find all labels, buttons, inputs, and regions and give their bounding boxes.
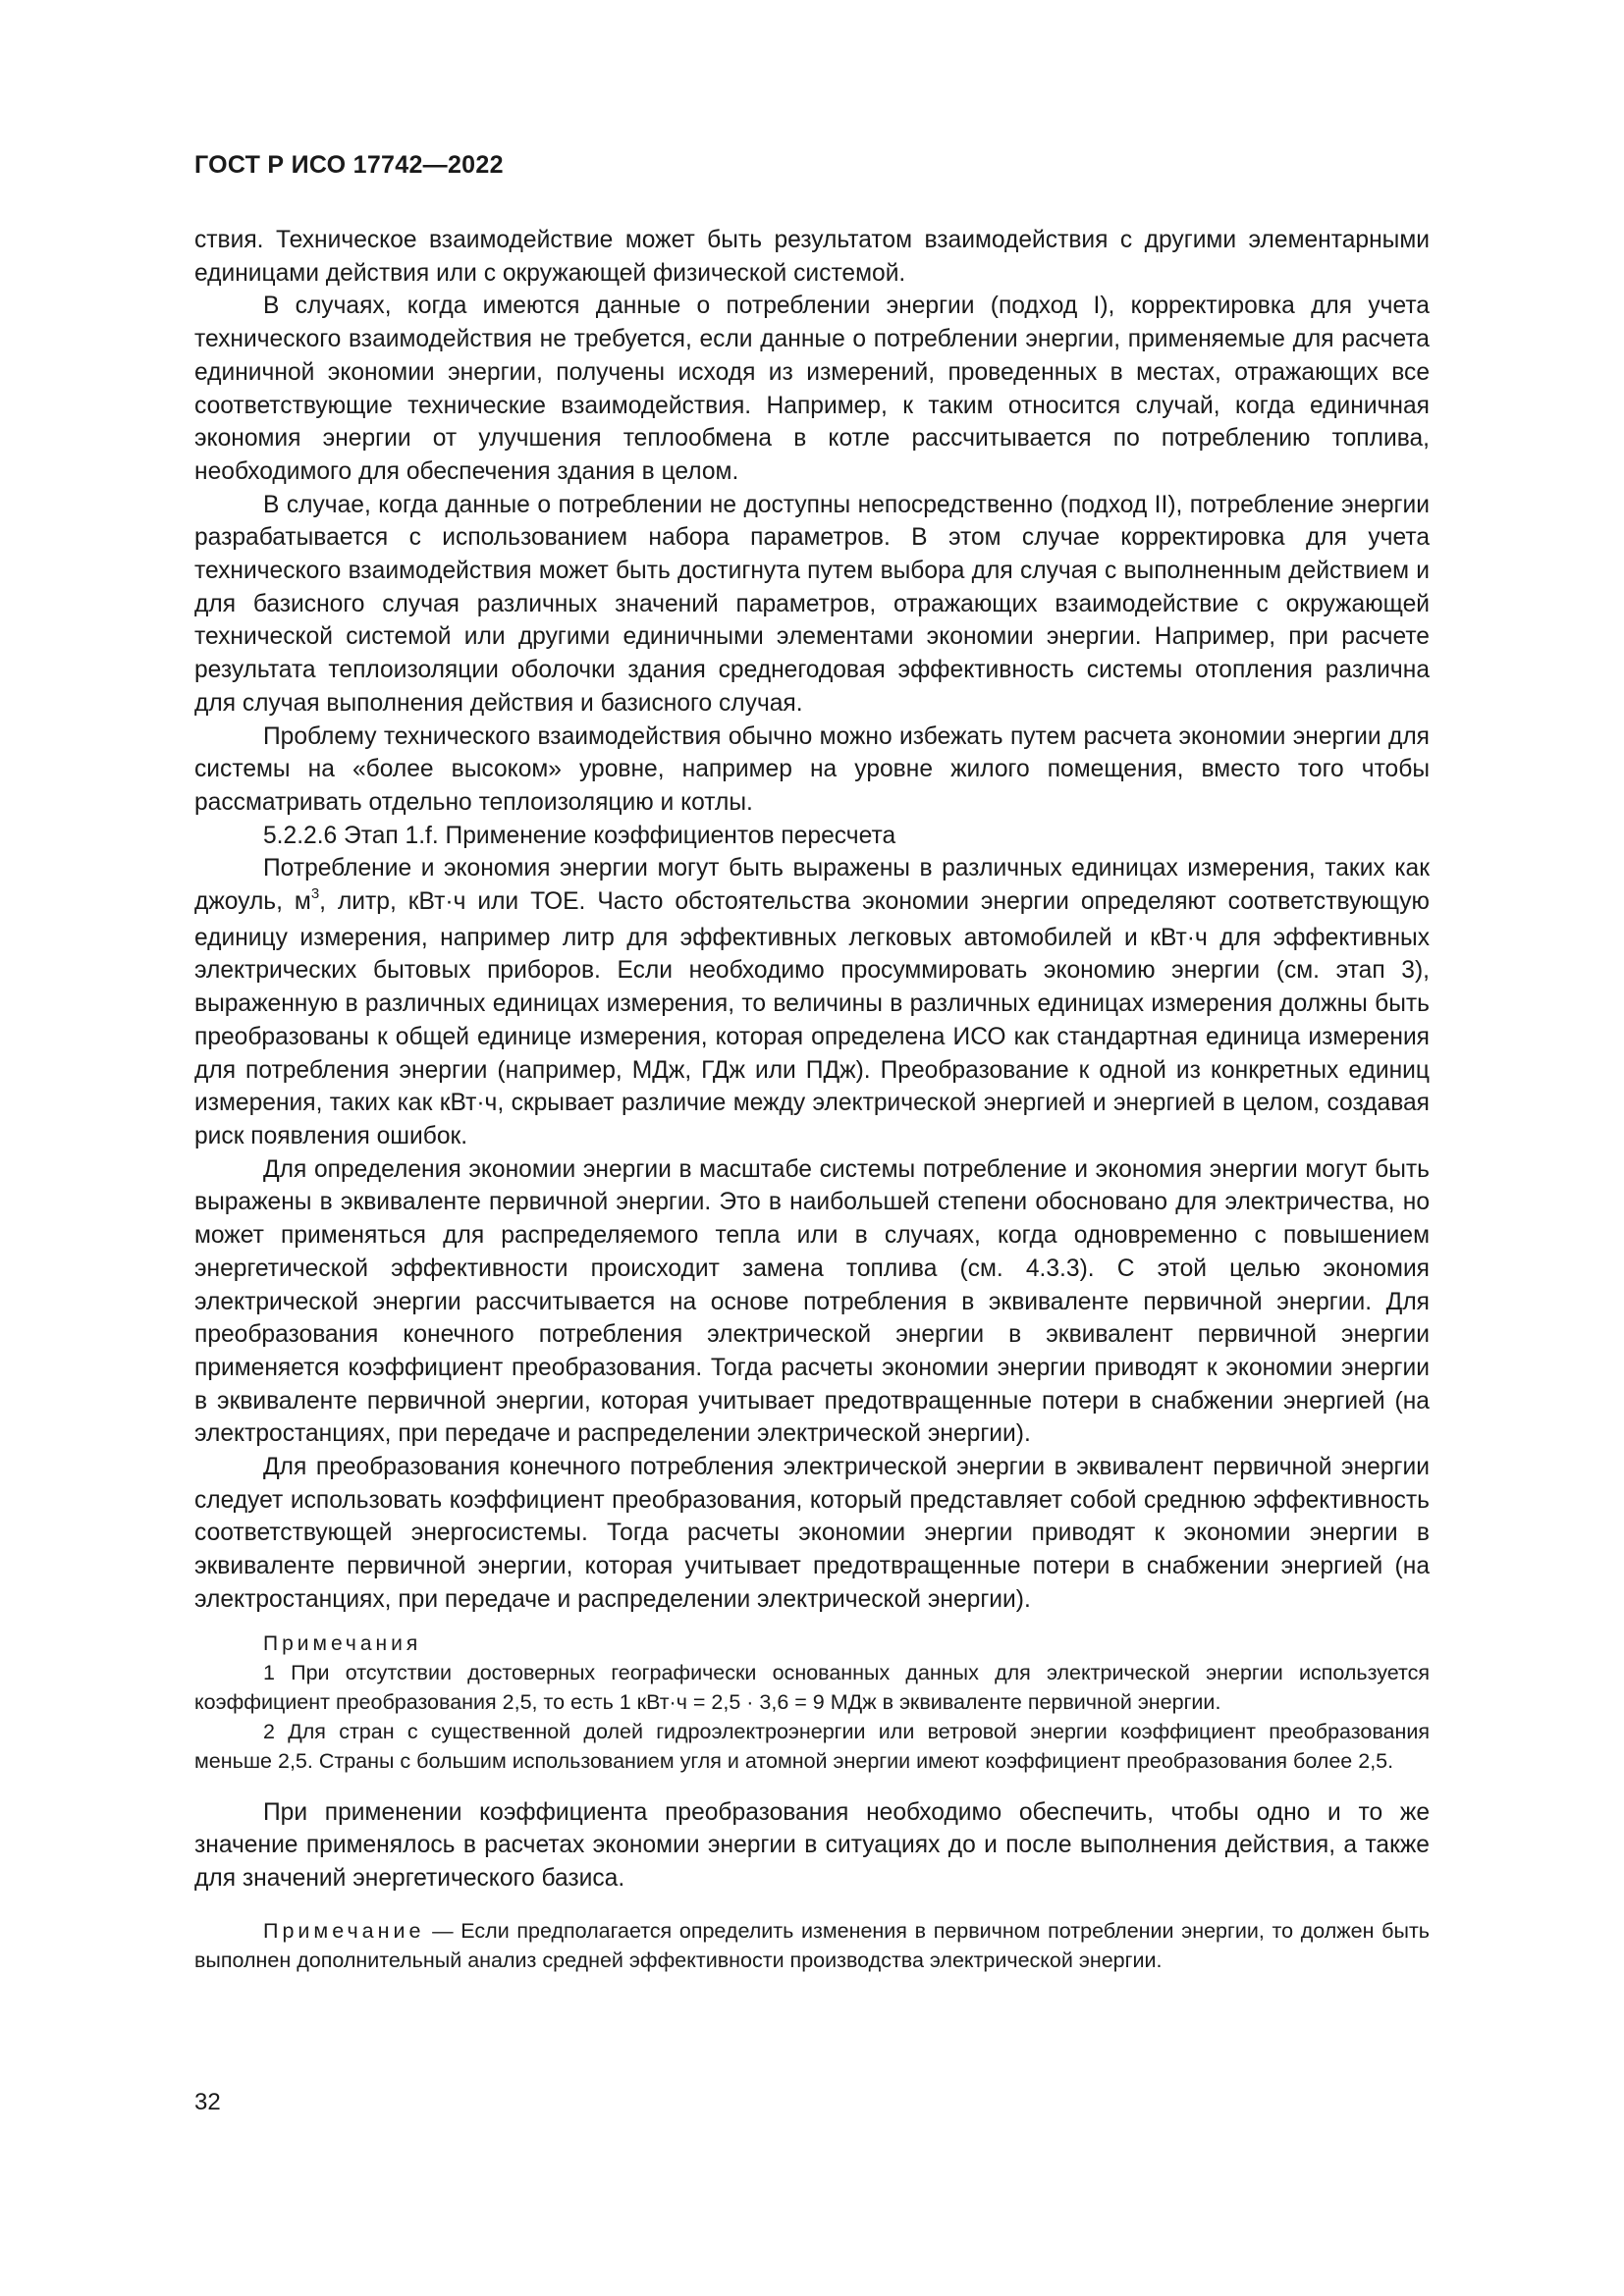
notes-label: Примечания (263, 1631, 422, 1655)
note-2: 2 Для стран с существенной долей гидроэлектроэнергии или ветровой энергии коэффициент преобразования меньше 2,5. Страны с большим использованием угля и атомной энергии имеют коэффициент преобразования более 2,5. (194, 1719, 1430, 1773)
superscript-3: 3 (310, 885, 320, 903)
paragraph-2: В случаях, когда имеются данные о потреблении энергии (подход I), корректировка для учета технического взаимодействия не требуется, если данные о потреблении энергии, применяемые для расчета единичной экономии энергии, получены исходя из измерений, проведенных в местах, отражающих все соответствующие технические взаимодействия. Например, к таким относится случай, когда единичная экономия энергии от улучшения теплообмена в котле рассчитывается по потреблению топлива, необходимого для обеспечения здания в целом. (194, 293, 1430, 485)
final-note-label: Примечание (263, 1918, 425, 1943)
page-number: 32 (194, 2089, 221, 2115)
paragraph-conversion: Для преобразования конечного потребления электрической энергии в эквивалент первичной энергии следует использовать коэффициент преобразования, который представляет собой среднюю эффективность соответствующей энергосистемы. Тогда расчеты экономии энергии приводят к экономии энергии в эквиваленте первичной энергии, которая учитывает предотвращенные потери в снабжении энергией (на электростанциях, при передаче и распределении электрической энергии). (194, 1454, 1430, 1613)
paragraph-units-part-a: Потребление и экономия энергии могут быть выражены в различных единицах измерения, таких как джоуль, м (194, 855, 1430, 916)
paragraph-3: В случае, когда данные о потреблении не доступны непосредственно (подход II), потребление энергии разрабатывается с использованием набора параметров. В этом случае корректировка для учета технического взаимодействия может быть достигнута путем выбора для случая с выполненным действием и для базисного случая различных значений параметров, отражающих взаимодействие с окружающей технической системой или другими единичными элементами экономии энергии. Например, при расчете результата теплоизоляции оболочки здания среднегодовая эффективность системы отопления различна для случая выполнения действия и базисного случая. (194, 491, 1430, 717)
note-1: 1 При отсутствии достоверных географически основанных данных для электрической энергии используется коэффициент преобразования 2,5, то есть 1 кВт·ч = 2,5 · 3,6 = 9 МДж в эквиваленте первичной энергии. (194, 1660, 1430, 1714)
final-note (194, 1916, 1430, 1975)
paragraph-units-part-b: , литр, кВт·ч или ТОЕ. Часто обстоятельства экономии энергии определяют соответствующую единицу измерения, например литр для эффективных легковых автомобилей и кВт·ч для эффективных электрических бытовых приборов. Если необходимо просуммировать экономию энергии (см. этап 3), выраженную в различных единицах измерения, то величины в различных единицах измерения должны быть преобразованы к общей единице измерения, которая определена ИСО как стандартная единица измерения для потребления энергии (например, МДж, ГДж или ПДж). Преобразование к одной из конкретных единиц измерения, таких как кВт·ч, скрывает различие между электрической энергией и энергией в целом, создавая риск появления ошибок. (194, 888, 1430, 1149)
paragraph-primary-energy: Для определения экономии энергии в масштабе системы потребление и экономия энергии могут быть выражены в эквиваленте первичной энергии. Это в наибольшей степени обосновано для электричества, но может применяться для распределяемого тепла или в случаях, когда одновременно с повышением энергетической эффективности происходит замена топлива (см. 4.3.3). С этой целью экономия электрической энергии рассчитывается на основе потребления в эквиваленте первичной энергии. Для преобразования конечного потребления электрической энергии в эквивалент первичной энергии применяется коэффициент преобразования. Тогда расчеты экономии энергии приводят к экономии энергии в эквиваленте первичной энергии, которая учитывает предотвращенные потери в снабжении энергией (на электростанциях, при передаче и распределении электрической энергии). (194, 1155, 1430, 1448)
final-note-dash: — (424, 1918, 461, 1943)
document-header: ГОСТ Р ИСО 17742—2022 (194, 151, 504, 179)
final-note-text: Если предполагается определить изменения в первичном потреблении энергии, то должен быть выполнен дополнительный анализ средней эффективности производства электрической энергии. (194, 1918, 1430, 1972)
paragraph-coefficient-consistency: При применении коэффициента преобразования необходимо обеспечить, чтобы одно и то же значение применялось в расчетах экономии энергии в ситуациях до и после выполнения действия, а также для значений энергетического базиса. (194, 1798, 1430, 1892)
document-body (194, 224, 1430, 1975)
paragraph-4: Проблему технического взаимодействия обычно можно избежать путем расчета экономии энергии для системы на «более высоком» уровне, например на уровне жилого помещения, вместо того чтобы рассматривать отдельно теплоизоляцию и котлы. (194, 722, 1430, 816)
section-heading-5-2-2-6: 5.2.2.6 Этап 1.f. Применение коэффициентов пересчета (263, 822, 896, 849)
paragraph-units (194, 852, 1430, 1152)
paragraph-1: ствия. Техническое взаимодействие может быть результатом взаимодействия с другими элементарными единицами действия или с окружающей физической системой. (194, 227, 1430, 287)
